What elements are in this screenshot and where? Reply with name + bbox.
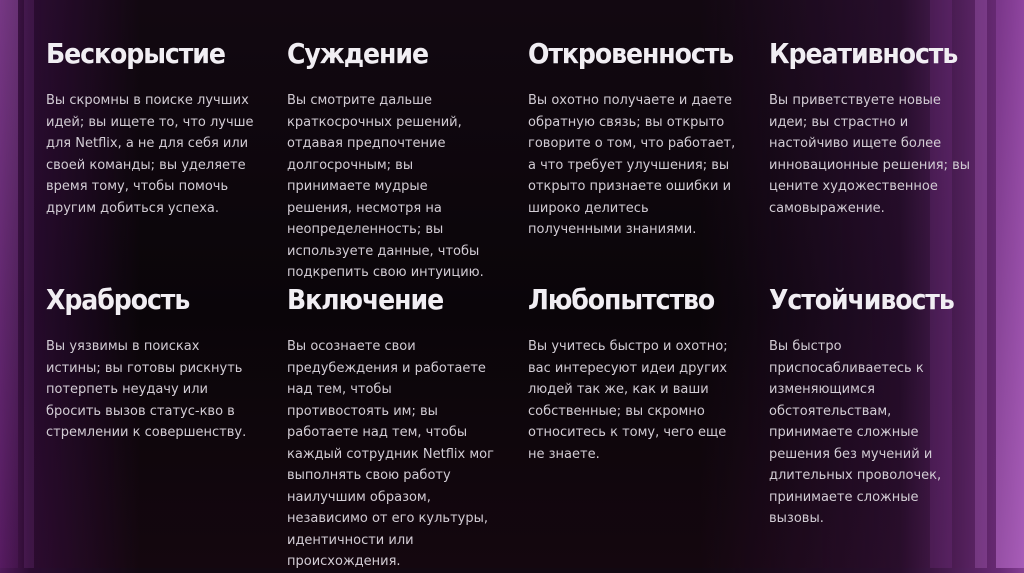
value-description: Вы смотрите дальше краткосрочных решений, отдавая предпочтение долгосрочным; вы принимаете мудрые решения, несмотря на неопределенность; вы используете данные, чтобы подкрепить свою интуицию. [287,93,484,280]
value-description: Вы скромны в поиске лучших идей; вы ищете то, что лучше для Netflix, а не для себя или своей команды; вы уделяете время тому, чтобы помочь другим добиться успеха. [46,93,254,216]
value-card-courage [46,282,287,562]
value-description: Вы приветствуете новые идеи; вы страстно и настойчиво ищете более инновационные решения; вы цените художественное самовыражение. [769,93,971,216]
value-description: Вы быстро приспосабливаетесь к изменяющимся обстоятельствам, принимаете сложные решения без мучений и длительных проволочек, принимаете сложные вызовы. [769,339,942,526]
values-grid [46,36,1006,569]
value-title: Устойчивость [769,283,954,316]
value-title: Включение [287,283,444,316]
value-title: Бескорыстие [46,37,225,70]
value-card-curiosity [528,282,769,562]
value-card-selflessness [46,36,287,282]
value-description: Вы осознаете свои предубеждения и работаете над тем, чтобы противостоять им; вы работаете над тем, чтобы каждый сотрудник Netflix мог выполнять свою работу наилучшим образом, независимо от его культуры, идентичности или происхождения. [287,339,494,569]
background-streak [0,0,18,568]
value-description: Вы уязвимы в поисках истины; вы готовы рискнуть потерпеть неудачу или бросить вызов статус-кво в стремлении к совершенству. [46,339,247,440]
value-title: Храбрость [46,283,190,316]
value-title: Креативность [769,37,958,70]
value-title: Откровенность [528,37,734,70]
value-card-candor [528,36,769,282]
value-description: Вы охотно получаете и даете обратную связь; вы открыто говорите о том, что работает, а что требует улучшения; вы открыто признаете ошибки и широко делитесь полученными знаниями. [528,93,736,237]
value-card-judgment [287,36,528,282]
value-card-resilience [769,282,1006,562]
value-title: Любопытство [528,283,715,316]
value-card-inclusion [287,282,528,569]
value-description: Вы учитесь быстро и охотно; вас интересуют идеи других людей так же, как и ваши собственные; вы скромно относитесь к тому, чего еще не знаете. [528,339,728,462]
value-title: Суждение [287,37,428,70]
background-streak [24,0,34,568]
value-card-creativity [769,36,1006,282]
